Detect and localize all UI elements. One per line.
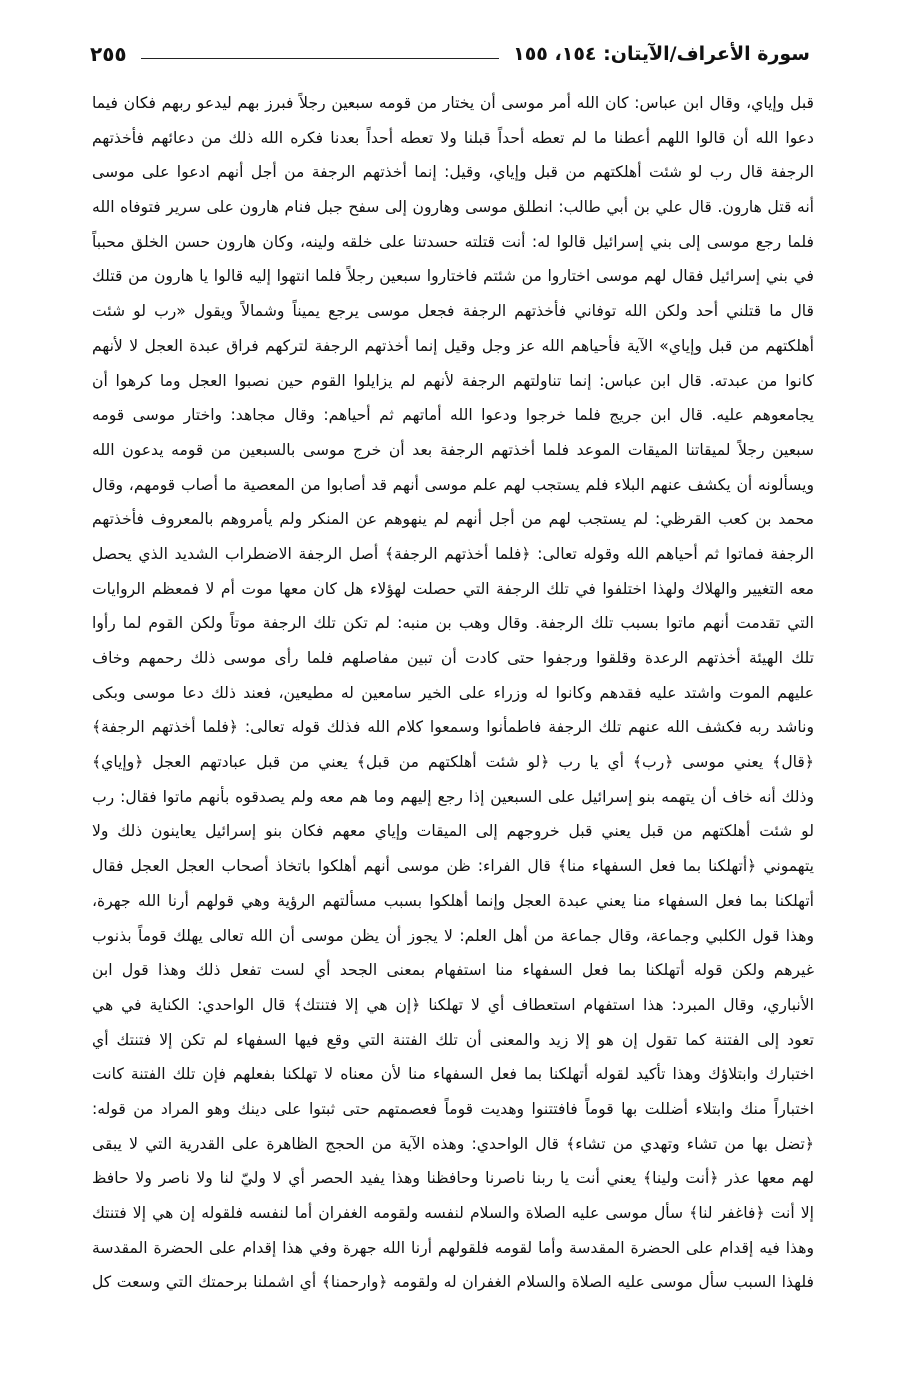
text-line: قبل وإياي، وقال ابن عباس: كان الله أمر موسى أن يختار من قومه سبعين رجلاً فبرز بهم ليدعو ربهم فكان فيما [92,94,814,112]
text-line: التي تقدمت أنهم ماتوا بسبب تلك الرجفة. وقال وهب بن منبه: لم تكن تلك الرجفة موتاً ولكن القوم لما رأوا [92,614,814,633]
text-line: ﴿قال﴾ يعني موسى ﴿رب﴾ أي يا رب ﴿لو شئت أهلكتهم من قبل﴾ يعني من قبل عبادتهم العجل ﴿وإياي﴾ [92,753,814,772]
text-line: ويسألونه أن يكشف عنهم البلاء فلم يستجب لهم علم موسى أنهم قد أصابوا من المعصية ما أصاب قومهم، وقال [92,475,814,494]
text-line: الأنباري، وقال المبرد: هذا استفهام استعطاف أي لا تهلكنا ﴿إن هي إلا فتنتك﴾ قال الواحدي: الكناية في هي [92,995,814,1014]
page-number: ٢٥٥ [90,42,127,66]
text-line: سبعين رجلاً لميقاتنا الميقات الموعد فلما أخذتهم الرجفة بعد أن خرج موسى بالسبعين من قومه يدعون الله [92,440,814,459]
text-line: وناشد ربه فكشف الله عنهم تلك الرجفة فاطمأنوا وسمعوا كلام الله فذلك قوله تعالى: ﴿فلما أخذتهم الرجفة﴾ [92,718,814,737]
text-line: أنه قتل هارون. قال علي بن أبي طالب: انطلق موسى وهارون إلى سفح جبل فنام هارون على سرير فتوفاه الله [92,198,814,217]
text-line: ﴿تضل بها من تشاء وتهدي من تشاء﴾ قال الواحدي: وهذه الآية من الحجج الظاهرة على القدرية التي لا يبقى [92,1134,814,1153]
text-line: لو شئت أهلكتهم من قبل يعني قبل خروجهم إلى الميقات وإياي معهم فكان بنو إسرائيل يعاينون ذلك ولا [92,822,814,841]
text-line: غيرهم ولكن قوله أتهلكنا بما فعل السفهاء منا استفهام بمعنى الجحد أي لست تفعل ذلك وهذا قول ابن [92,961,814,980]
text-line: يجامعوهم عليه. قال ابن جريج فلما خرجوا ودعوا الله أماتهم ثم أحياهم: وقال مجاهد: واختار موسى قومه [92,406,814,425]
text-line: أتهلكنا بما فعل السفهاء منا يعني عبدة العجل وإنما أهلكوا بسبب مسألتهم الرؤية وهي قولهم أرنا الله جهرة، [92,891,814,910]
text-line: الرجفة قال رب لو شئت أهلكتهم من قبل وإياي، وقيل: إنما أخذتهم الرجفة من أجل أنهم ادعوا على موسى [92,163,814,182]
text-line: الرجفة فماتوا ثم أحياهم الله وقوله تعالى: ﴿فلما أخذتهم الرجفة﴾ أصل الرجفة الاضطراب الشديد الذي يحصل [92,544,814,563]
text-line: اختبارك وابتلاؤك وهذا تأكيد لقوله أتهلكنا بما فعل السفهاء منا لأن معناه لا تهلكنا بفعلهم فإن تلك الفتنة كانت [92,1065,814,1084]
text-line: فلهذا السبب سأل موسى عليه الصلاة والسلام الغفران له ولقومه ﴿وارحمنا﴾ أي اشملنا برحمتك التي وسعت كل [92,1273,814,1292]
page-header [90,34,810,74]
text-line: دعوا الله أن قالوا اللهم أعطنا ما لم تعطه أحداً قبلنا ولا تعطه أحداً بعدنا فكره الله ذلك من دعائهم فأخذتهم [92,128,814,147]
text-line: تعود إلى الفتنة كما تقول إن هو إلا زيد والمعنى أن تلك الفتنة التي وقع فيها السفهاء لم تكن إلا فتنتك أي [92,1030,814,1049]
text-line: وهذا قول الكلبي وجماعة، وقال جماعة من أهل العلم: لا يجوز أن يظن موسى أن الله تعالى يهلك قوماً بذنوب [92,926,814,945]
text-line: وذلك أنه خاف أن يتهمه بنو إسرائيل على السبعين إذا رجع إليهم وما هم معه ولم يصدقوه بأنهم ماتوا فقال: رب [92,787,814,806]
text-line: كانوا من عبدته. قال ابن عباس: إنما تناولتهم الرجفة لأنهم لم يزايلوا القوم حين نصبوا العجل وما كرهوا أن [92,371,814,390]
text-line: في بني إسرائيل فقال لهم موسى اختاروا من شئتم فاختاروا سبعين رجلاً فلما انتهوا إليه قالوا يا هارون من قتلك [92,267,814,286]
text-line: فلما رجع موسى إلى بني إسرائيل قالوا له: أنت قتلته حسدتنا على خلقه ولينه، وكان هارون حسن الخلق محبباً [92,232,814,251]
text-line: يتهموني ﴿أتهلكنا بما فعل السفهاء منا﴾ قال الفراء: ظن موسى أنهم أهلكوا باتخاذ أصحاب العجل العجل فقال [92,857,814,876]
text-line: إلا أنت ﴿فاغفر لنا﴾ سأل موسى عليه الصلاة والسلام لنفسه ولقومه الغفران أما لنفسه فلقوله إن هي إلا فتنتك [92,1204,814,1222]
text-line: أهلكتهم من قبل وإياي» الآية فأحياهم الله عز وجل وقيل إنما أخذتهم الرجفة لتركهم فراق عبدة العجل لا لأنهم [92,336,814,355]
surah-title: سورة الأعراف/الآيتان: ١٥٤، ١٥٥ [513,43,810,65]
text-line: تلك الهيئة أخذتهم الرعدة وقلقوا ورجفوا حتى كادت أن تبين مفاصلهم فلما رأى موسى ذلك رحمهم وخاف [92,649,814,667]
text-line: لهم معها عذر ﴿أنت ولينا﴾ يعني أنت يا ربنا ناصرنا وحافظنا وهذا يفيد الحصر أي لا وليّ لنا ولا ناصر ولا حافظ [92,1169,814,1188]
text-line: عليهم الموت واشتد عليه فقدهم وكانوا له وزراء على الخير سامعين له مطيعين، فعند ذلك دعا موسى وبكى [92,683,814,702]
body-text [92,86,814,1300]
text-line: معه التغيير والهلاك ولهذا اختلفوا في تلك الرجفة التي حصلت لهؤلاء هل كان معها موت أم لا فمعظم الروايات [92,579,814,598]
text-line: وهذا فيه إقدام على الحضرة المقدسة وأما لقومه فلقولهم أرنا الله جهرة وفي هذا إقدام على الحضرة المقدسة [92,1238,814,1257]
text-line: محمد بن كعب القرظي: لم يستجب لهم من أجل أنهم لم ينهوهم عن المنكر ولم يأمروهم بالمعروف فأخذتهم [92,510,814,529]
text-line: قال ما قتلني أحد ولكن الله توفاني فأخذتهم الرجفة فجعل موسى يرجع يميناً وشمالاً ويقول «رب لو شئت [92,302,814,321]
header-rule [141,58,499,59]
text-line: اختباراً منك وابتلاء أضللت بها قوماً فافتتنوا وهديت قوماً فعصمتهم حتى ثبتوا على دينك وهو المراد من قوله: [92,1099,814,1118]
